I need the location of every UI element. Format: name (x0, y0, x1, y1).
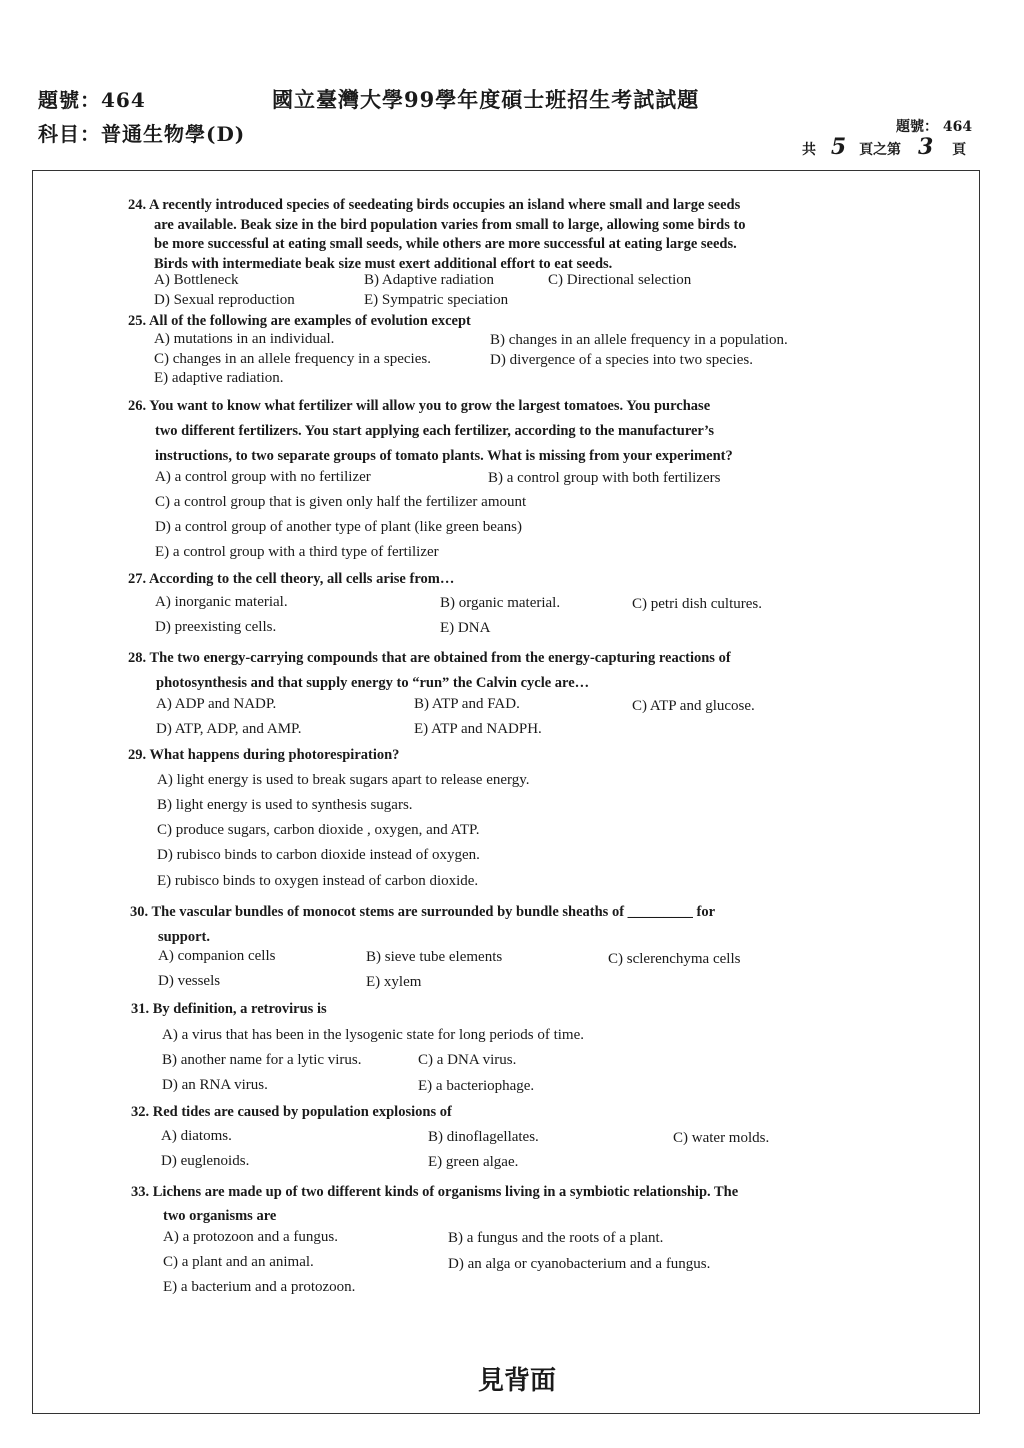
page-total: 5 (830, 134, 847, 160)
page-info-suffix: 頁 (952, 142, 967, 158)
option-e: E) green algae. (428, 1154, 519, 1170)
option-d: D) vessels (158, 973, 221, 989)
option-a: A) ADP and NADP. (156, 696, 277, 712)
question-26 (128, 394, 733, 469)
question-number: 32. (131, 1104, 150, 1120)
exam-code-right: 題號： 464 (896, 119, 973, 135)
question-33 (131, 1180, 738, 1228)
option-c: C) a control group that is given only half the fertilizer amount (155, 494, 527, 510)
option-b: B) sieve tube elements (366, 949, 503, 965)
option-c: C) Directional selection (548, 272, 692, 288)
question-line: Red tides are caused by population explosions of (152, 1104, 452, 1120)
option-e: E) xylem (366, 974, 422, 990)
option-d: D) rubisco binds to carbon dioxide instead of oxygen. (157, 847, 480, 863)
exam-code-label: 題號：464 (38, 88, 146, 112)
option-b: B) light energy is used to synthesis sugars. (157, 797, 413, 813)
exam-title: 國立臺灣大學99學年度碩士班招生考試試題 (272, 87, 700, 112)
question-number: 28. (128, 650, 147, 666)
option-e: E) ATP and NADPH. (414, 721, 542, 737)
question-line: two organisms are (163, 1208, 277, 1224)
question-line: What happens during photorespiration? (149, 747, 400, 763)
option-d: D) divergence of a species into two species. (490, 352, 753, 368)
option-d: D) an RNA virus. (162, 1077, 268, 1093)
question-number: 30. (130, 904, 149, 920)
option-c: C) ATP and glucose. (632, 698, 755, 714)
option-a: A) companion cells (158, 948, 276, 964)
question-line: instructions, to two separate groups of tomato plants. What is missing from your experiment? (155, 448, 733, 464)
option-e: E) a bacteriophage. (418, 1078, 535, 1094)
option-d: D) a control group of another type of plant (like green beans) (155, 519, 522, 535)
option-c: C) sclerenchyma cells (608, 951, 741, 967)
question-24 (128, 196, 746, 274)
option-d: D) ATP, ADP, and AMP. (156, 721, 302, 737)
option-c: C) changes in an allele frequency in a species. (154, 351, 431, 367)
question-29 (128, 746, 399, 766)
question-28 (128, 646, 731, 696)
option-b: B) a control group with both fertilizers (488, 470, 721, 486)
page-info-prefix: 共 (802, 142, 816, 158)
option-a: A) light energy is used to break sugars apart to release energy. (157, 772, 530, 788)
option-b: B) organic material. (440, 595, 561, 611)
question-number: 31. (131, 1001, 150, 1017)
question-line: According to the cell theory, all cells arise from… (148, 571, 455, 587)
option-e: E) a bacterium and a protozoon. (163, 1279, 356, 1295)
option-c: C) petri dish cultures. (632, 596, 762, 612)
page-info-middle: 頁之第 (859, 142, 902, 158)
page-current: 3 (917, 134, 934, 160)
option-a: A) diatoms. (161, 1128, 232, 1144)
question-number: 27. (128, 571, 147, 587)
option-b: B) dinoflagellates. (428, 1129, 539, 1145)
option-a: A) a protozoon and a fungus. (163, 1229, 338, 1245)
option-b: B) changes in an allele frequency in a population. (490, 332, 788, 348)
question-line: You want to know what fertilizer will allow you to grow the largest tomatoes. You purchase (149, 398, 711, 414)
question-line: Lichens are made up of two different kinds of organisms living in a symbiotic relationship. The (152, 1184, 739, 1200)
option-e: E) DNA (440, 620, 491, 636)
option-a: A) inorganic material. (155, 594, 288, 610)
option-a: A) mutations in an individual. (154, 331, 335, 347)
question-line: photosynthesis and that supply energy to “run” the Calvin cycle are… (156, 675, 590, 691)
question-31 (131, 1000, 327, 1020)
question-30 (130, 900, 715, 950)
question-number: 33. (131, 1184, 150, 1200)
option-e: E) rubisco binds to oxygen instead of carbon dioxide. (157, 873, 479, 889)
option-a: A) Bottleneck (154, 272, 239, 288)
option-c: C) a DNA virus. (418, 1052, 517, 1068)
subject-label: 科目：普通生物學(D) (38, 122, 246, 146)
question-32 (131, 1103, 452, 1123)
question-number: 26. (128, 398, 147, 414)
question-line: The vascular bundles of monocot stems are surrounded by bundle sheaths of _________ for (151, 904, 716, 920)
question-line: support. (158, 929, 210, 945)
question-number: 24. (128, 197, 147, 213)
option-a: A) a virus that has been in the lysogenic state for long periods of time. (162, 1027, 584, 1043)
question-line: two different fertilizers. You start applying each fertilizer, according to the manufacturer’s (155, 423, 715, 439)
option-d: D) an alga or cyanobacterium and a fungus. (448, 1256, 711, 1272)
question-line: The two energy-carrying compounds that are obtained from the energy-capturing reactions of (149, 650, 731, 666)
page-info (802, 134, 966, 160)
question-line: Birds with intermediate beak size must exert additional effort to eat seeds. (154, 255, 613, 272)
option-d: D) preexisting cells. (155, 619, 277, 635)
option-b: B) a fungus and the roots of a plant. (448, 1230, 664, 1246)
option-e: E) a control group with a third type of fertilizer (155, 544, 439, 560)
question-line: By definition, a retrovirus is (152, 1001, 327, 1017)
option-b: B) another name for a lytic virus. (162, 1052, 362, 1068)
option-b: B) Adaptive radiation (364, 272, 494, 288)
option-c: C) a plant and an animal. (163, 1254, 314, 1270)
option-c: C) water molds. (673, 1130, 770, 1146)
option-e: E) adaptive radiation. (154, 370, 284, 386)
option-e: E) Sympatric speciation (364, 292, 509, 308)
option-d: D) Sexual reproduction (154, 292, 295, 308)
option-b: B) ATP and FAD. (414, 696, 520, 712)
question-number: 25. (128, 313, 147, 329)
question-line: are available. Beak size in the bird population varies from small to large, allowing some birds to (154, 216, 746, 233)
question-25 (128, 312, 471, 332)
question-line: A recently introduced species of seedeating birds occupies an island where small and large seeds (148, 197, 741, 213)
question-27 (128, 570, 454, 590)
question-line: be more successful at eating small seeds, while others are more successful at eating large seeds. (154, 236, 737, 252)
option-d: D) euglenoids. (161, 1153, 250, 1169)
option-c: C) produce sugars, carbon dioxide , oxygen, and ATP. (157, 822, 480, 838)
option-a: A) a control group with no fertilizer (155, 469, 371, 485)
see-reverse-note: 見背面 (478, 1366, 557, 1396)
question-number: 29. (128, 747, 147, 763)
question-line: All of the following are examples of evolution except (148, 313, 471, 329)
